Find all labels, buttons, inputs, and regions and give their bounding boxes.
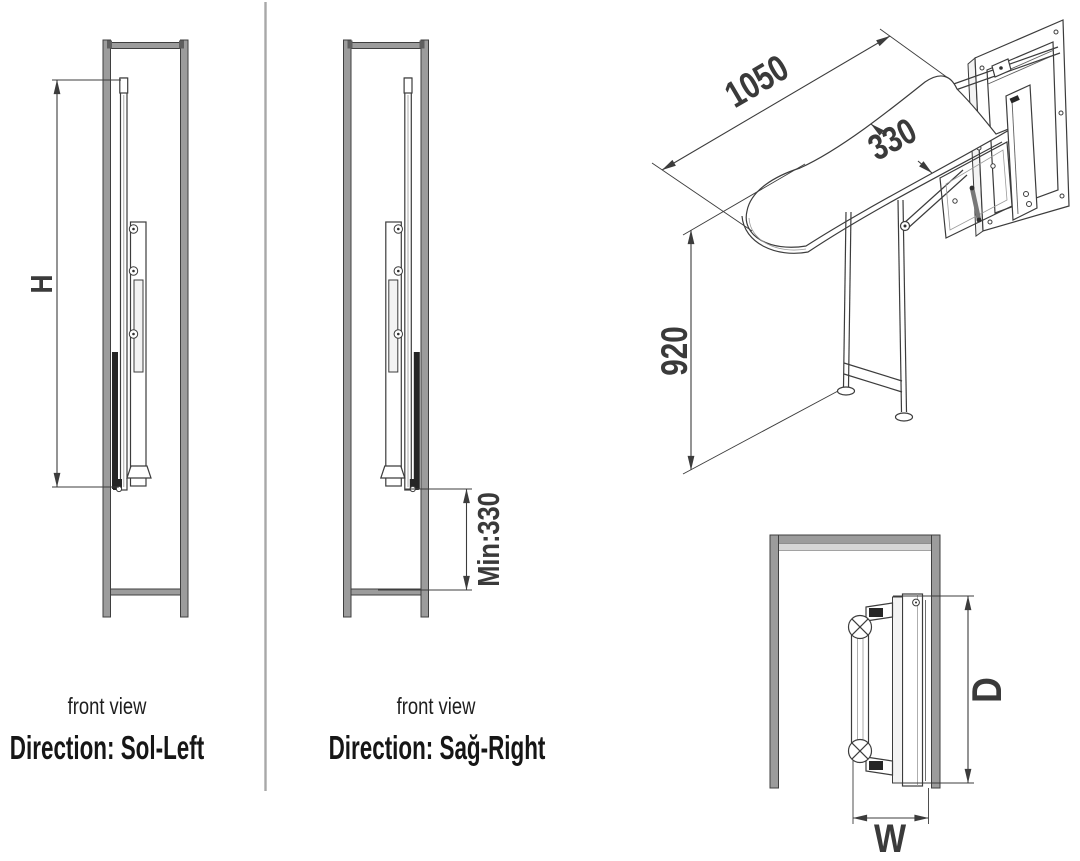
dim-label-board-height: 920	[654, 326, 696, 376]
dim-label-min-clearance: Min:330	[471, 492, 507, 587]
top-view	[770, 535, 1011, 861]
folded-mechanism-top	[849, 594, 926, 786]
perspective-view	[652, 20, 1069, 474]
direction-label-right: Direction: Sağ-Right	[328, 728, 546, 767]
view-caption-left: front view	[67, 694, 147, 720]
dim-label-width: W	[873, 815, 907, 861]
folded-ironing-unit-left	[112, 78, 151, 492]
dimension-min330	[378, 489, 507, 590]
dim-label-height: H	[25, 274, 60, 294]
front-view-left	[10, 40, 205, 766]
direction-label-left: Direction: Sol-Left	[9, 728, 205, 767]
board-legs	[838, 200, 913, 421]
front-view-right	[329, 40, 546, 766]
dim-label-board-length: 1050	[718, 47, 796, 117]
dim-label-board-width: 330	[861, 109, 923, 169]
folded-ironing-unit-right	[381, 78, 420, 492]
dim-label-depth: D	[964, 677, 1011, 703]
view-caption-right: front view	[396, 694, 476, 720]
